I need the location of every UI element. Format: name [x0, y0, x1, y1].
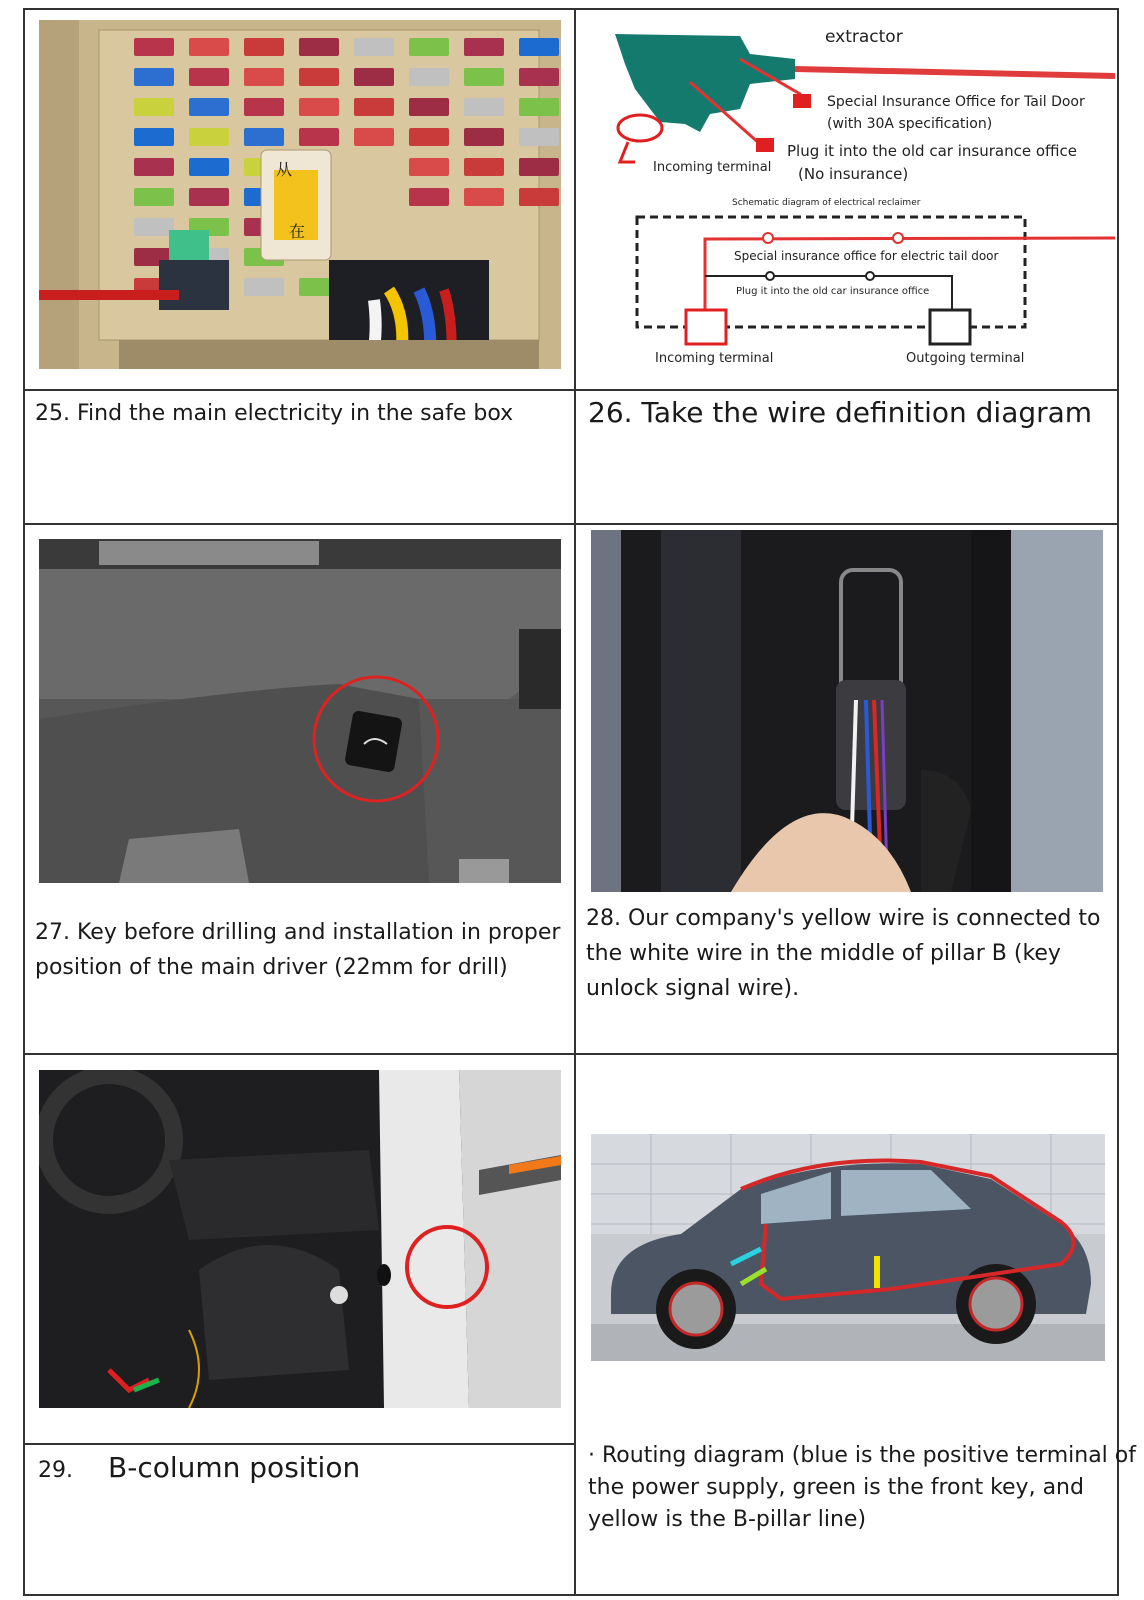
plug-label-1: Plug it into the old car insurance office [787, 142, 1077, 160]
fuse [134, 98, 174, 116]
fuse [464, 188, 504, 206]
dashboard-panel-photo [39, 539, 561, 883]
fuse [409, 68, 449, 86]
fuse [134, 68, 174, 86]
caption-step-27-line-2: position of the main driver (22mm for drill) [35, 955, 508, 980]
pillar-b-wire-photo [591, 530, 1103, 892]
fuse [464, 98, 504, 116]
fuse [244, 68, 284, 86]
fuse [134, 128, 174, 146]
fuse [189, 188, 229, 206]
fuse [299, 128, 339, 146]
fuse [464, 128, 504, 146]
fuse [464, 38, 504, 56]
fuse-box-photo [39, 20, 561, 369]
fuse [134, 158, 174, 176]
fuse [189, 128, 229, 146]
extractor-label: extractor [825, 27, 903, 47]
routing-diagram-photo [591, 1134, 1105, 1361]
fuse [354, 98, 394, 116]
fuse [519, 128, 559, 146]
row-divider [23, 1443, 575, 1445]
wire-definition-diagram [590, 14, 1115, 379]
fuse [519, 98, 559, 116]
fuse [354, 68, 394, 86]
plug-label-2: (No insurance) [798, 165, 909, 183]
fuse [244, 98, 284, 116]
incoming-terminal-top-label: Incoming terminal [653, 160, 772, 175]
caption-step-25: 25. Find the main electricity in the safe box [35, 401, 514, 426]
fuse [464, 158, 504, 176]
fuse [354, 38, 394, 56]
schematic-title: Schematic diagram of electrical reclaimer [732, 198, 921, 208]
fuse [409, 158, 449, 176]
special-office-label-1: Special Insurance Office for Tail Door [827, 94, 1085, 110]
caption-step-28-line-3: unlock signal wire). [586, 976, 800, 1001]
fuse [189, 98, 229, 116]
fuse [519, 158, 559, 176]
fuse-label-top: 从 [276, 162, 293, 179]
fuse [134, 38, 174, 56]
fuse [134, 218, 174, 236]
fuse [519, 38, 559, 56]
fuse [409, 38, 449, 56]
caption-step-30-line-3: yellow is the B-pillar line) [588, 1507, 867, 1532]
fuse [519, 188, 559, 206]
row-divider [23, 389, 1119, 391]
fuse [189, 158, 229, 176]
caption-step-27 [35, 915, 560, 985]
incoming-terminal-label: Incoming terminal [655, 351, 774, 366]
row-divider [23, 523, 1119, 525]
column-divider [574, 8, 576, 1596]
caption-step-29 [38, 1450, 360, 1489]
fuse [409, 128, 449, 146]
row-divider [23, 1053, 1119, 1055]
caption-step-28-line-1: 28. Our company's yellow wire is connected to [586, 906, 1101, 931]
fuse [189, 38, 229, 56]
fuse [409, 98, 449, 116]
caption-step-30-line-1: · Routing diagram (blue is the positive terminal of [588, 1443, 1136, 1468]
fuse [134, 188, 174, 206]
caption-step-27-line-1: 27. Key before drilling and installation in proper [35, 920, 561, 945]
fuse [299, 38, 339, 56]
fuse [244, 38, 284, 56]
caption-step-29-text: B-column position [108, 1451, 361, 1484]
caption-step-28 [586, 901, 1100, 1006]
special-office-electric-label: Special insurance office for electric tail door [734, 249, 999, 263]
fuse [299, 98, 339, 116]
fuse-label-bottom: 在 [289, 224, 306, 241]
plug-old-label: Plug it into the old car insurance office [736, 286, 930, 297]
fuse [464, 68, 504, 86]
special-office-label-2: (with 30A specification) [827, 116, 993, 132]
fuse [244, 128, 284, 146]
fuse [409, 188, 449, 206]
caption-step-30 [588, 1440, 1136, 1536]
fuse [519, 68, 559, 86]
fuse [354, 128, 394, 146]
fuse [299, 68, 339, 86]
caption-step-26: 26. Take the wire definition diagram [588, 396, 1093, 429]
outgoing-terminal-label: Outgoing terminal [906, 351, 1025, 366]
b-column-photo [39, 1070, 561, 1408]
caption-step-30-line-2: the power supply, green is the front key, and [588, 1475, 1084, 1500]
caption-step-28-line-2: the white wire in the middle of pillar B (key [586, 941, 1061, 966]
fuse [244, 278, 284, 296]
caption-step-29-number: 29. [38, 1458, 73, 1483]
fuse [189, 68, 229, 86]
